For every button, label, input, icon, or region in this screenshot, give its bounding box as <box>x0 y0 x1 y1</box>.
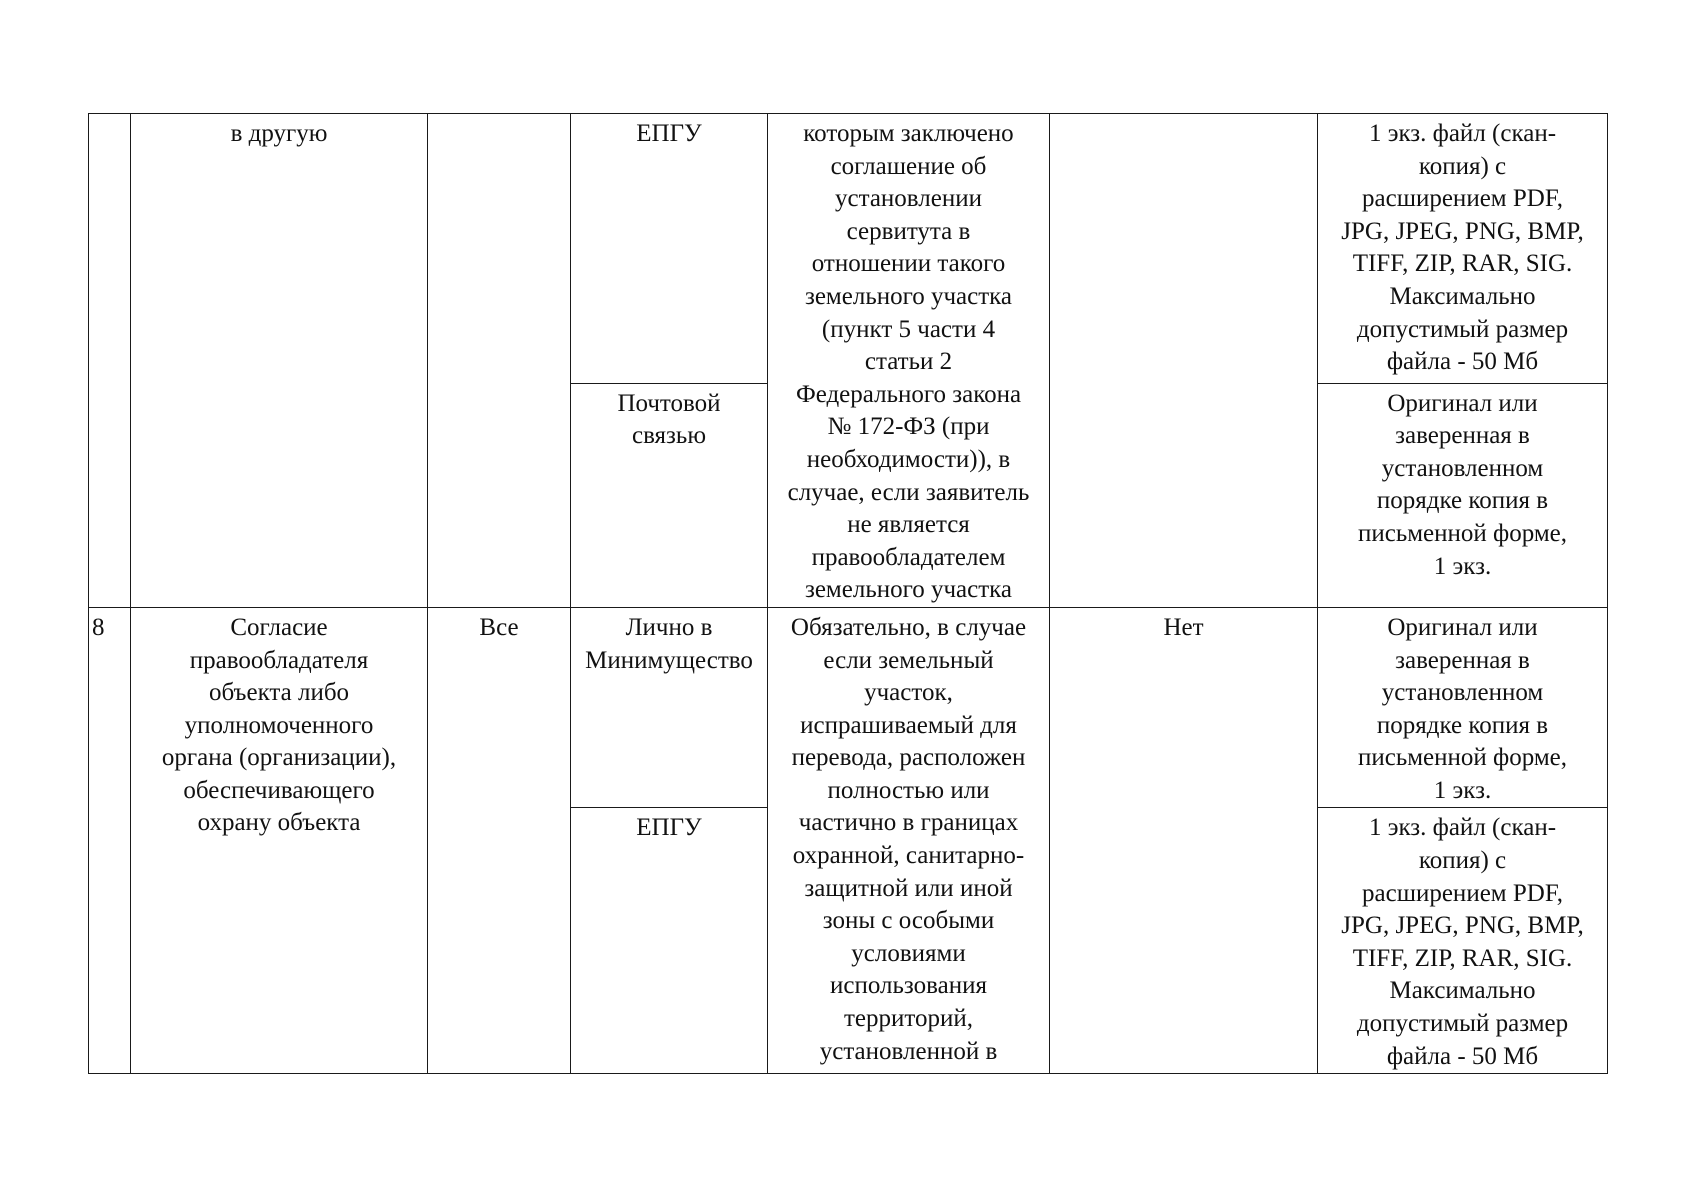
document-form-cell: Оригинал или заверенная в установленном порядке копия в письменной форме, 1 экз. <box>1318 607 1608 808</box>
own-initiative-cell <box>1050 114 1318 608</box>
own-initiative-cell: Нет <box>1050 607 1318 1073</box>
document-name-cell: в другую <box>131 114 428 608</box>
row-number-cell: 8 <box>89 607 131 1073</box>
documents-table <box>88 113 1608 1074</box>
submission-method-cell: Лично в Минимущество <box>571 607 768 808</box>
applicant-category-cell <box>428 114 571 608</box>
submission-method-cell: ЕПГУ <box>571 808 768 1074</box>
submission-method-cell: ЕПГУ <box>571 114 768 384</box>
applicant-category-cell: Все <box>428 607 571 1073</box>
submission-method-cell: Почтовой связью <box>571 383 768 607</box>
requirement-cell: Обязательно, в случае если земельный участок, испрашиваемый для перевода, расположен полностью или частично в границах охранной, санитарно- защитной или иной зоны с особыми условиями использования территорий, установленной в <box>768 607 1050 1073</box>
document-form-cell: Оригинал или заверенная в установленном порядке копия в письменной форме, 1 экз. <box>1318 383 1608 607</box>
document-form-cell: 1 экз. файл (скан- копия) с расширением PDF, JPG, JPEG, PNG, BMP, TIFF, ZIP, RAR, SIG. Максимально допустимый размер файла - 50 Мб <box>1318 808 1608 1074</box>
row-number-cell <box>89 114 131 608</box>
requirement-cell: которым заключено соглашение об установлении сервитута в отношении такого земельного участка (пункт 5 части 4 статьи 2 Федерального закона № 172-ФЗ (при необходимости)), в случае, если заявитель не является правообладателем земельного участка <box>768 114 1050 608</box>
table-row <box>89 114 1608 384</box>
table-row <box>89 607 1608 808</box>
document-form-cell: 1 экз. файл (скан- копия) с расширением PDF, JPG, JPEG, PNG, BMP, TIFF, ZIP, RAR, SIG. Максимально допустимый размер файла - 50 Мб <box>1318 114 1608 384</box>
document-name-cell: Согласие правообладателя объекта либо уполномоченного органа (организации), обеспечивающего охрану объекта <box>131 607 428 1073</box>
